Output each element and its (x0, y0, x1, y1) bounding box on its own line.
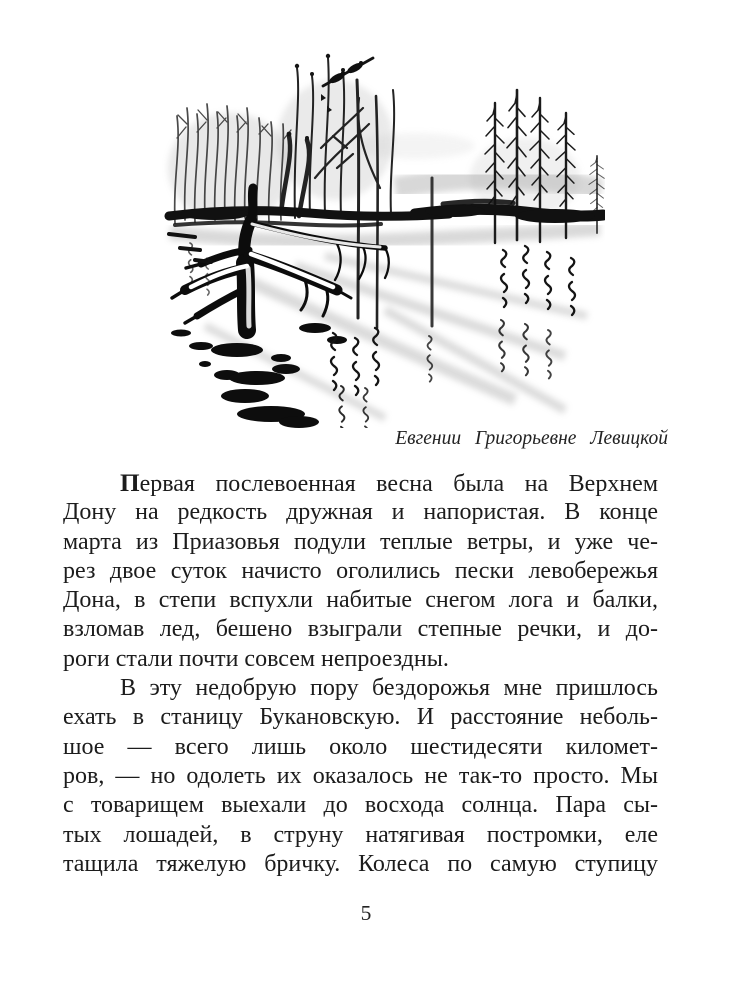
text-line: В эту недобрую пору бездорожья мне пришлось (120, 675, 658, 702)
drop-initial: П (120, 470, 140, 497)
page-number: 5 (360, 901, 372, 925)
body-text (63, 469, 658, 879)
text-line (63, 469, 658, 498)
text-line: шое — всего лишь около шестидесяти километ- (63, 733, 658, 760)
text-line: рез двое суток начисто оголились пески левобережья (63, 557, 658, 584)
text-line: тых лошадей, в струну натягивая постромки, еле (63, 821, 658, 848)
text-line: Дона, в степи вспухли набитые снегом лога и балки, (63, 587, 658, 614)
ink-drawing (85, 28, 605, 428)
text-line: марта из Приазовья подули теплые ветры, и уже че- (63, 528, 658, 555)
text-line: ров, — но одолеть их оказалось не так-то просто. Мы (63, 762, 658, 789)
text-line: ехать в станицу Букановскую. И расстояние неболь- (63, 704, 658, 731)
text-line-content: ервая послевоенная весна была на Верхнем (139, 471, 658, 497)
text-line: взломав лед, бешено взыграли степные речки, и до- (63, 616, 658, 643)
text-line: тащила тяжелую бричку. Колеса по самую ступицу (63, 850, 658, 877)
text-line: с товарищем выехали до восхода солнца. Пара сы- (63, 792, 658, 819)
text-line: роги стали почти совсем непроездны. (63, 645, 449, 672)
illustration-flooded-trees (85, 28, 605, 428)
text-line: Дону на редкость дружная и напористая. В конце (63, 499, 658, 526)
dedication: Евгении Григорьевне Левицкой (395, 428, 668, 449)
